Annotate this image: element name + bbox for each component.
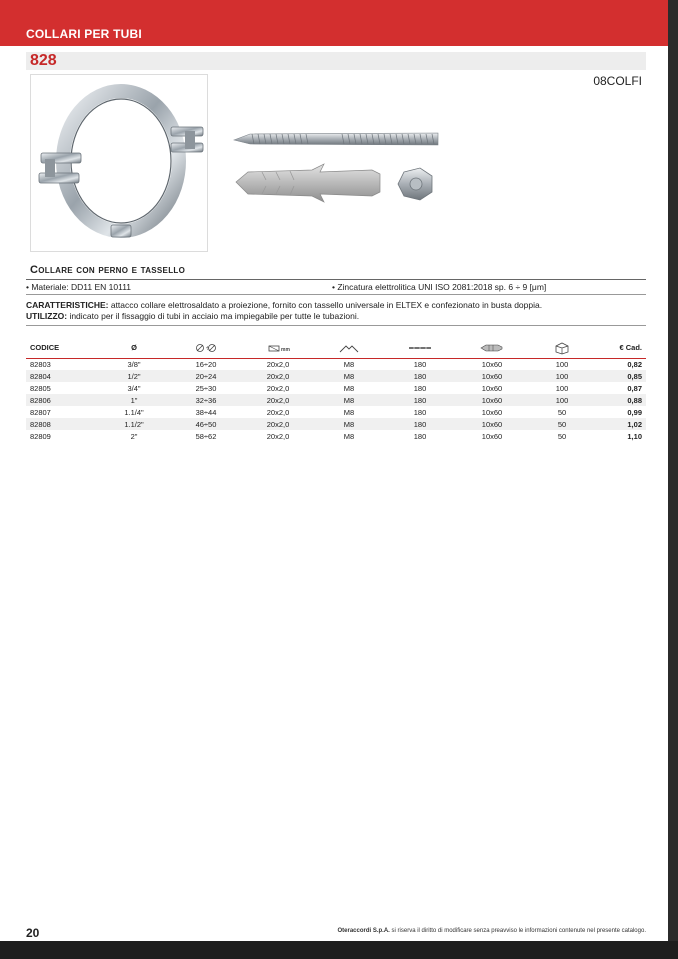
table-row <box>26 358 646 370</box>
col-codice: CODICE <box>26 338 98 358</box>
stud-dowel-nut-image <box>232 120 442 220</box>
cell-section: 20x2,0 <box>266 407 290 417</box>
page-edge <box>668 0 678 959</box>
cell-price: 0,85 <box>596 370 646 382</box>
cell-length: 180 <box>384 394 456 406</box>
cell-diameter: 3/8" <box>127 359 141 369</box>
cell-qty: 50 <box>528 418 596 430</box>
cell-dowel: 10x60 <box>456 394 528 406</box>
cell-diameter: 3/4" <box>127 383 141 393</box>
cell-codice: 82809 <box>30 431 51 441</box>
svg-text:mm: mm <box>281 346 290 353</box>
cell-dowel: 10x60 <box>481 383 503 393</box>
cell-range: 58÷62 <box>195 431 217 441</box>
cell-diameter: 1/2" <box>98 370 170 382</box>
pipe-clamp-image <box>31 75 207 251</box>
cell-codice: 82806 <box>26 394 98 406</box>
divider <box>26 325 646 326</box>
divider <box>26 279 646 280</box>
range-diameter-icon <box>170 338 242 358</box>
cell-codice: 82804 <box>26 370 98 382</box>
footer-disclaimer <box>338 928 647 934</box>
cell-range: 25÷30 <box>195 383 217 393</box>
accessory-image <box>232 120 442 220</box>
cell-length: 180 <box>413 383 427 393</box>
section-title: COLLARI PER TUBI <box>26 27 142 41</box>
cell-section: 20x2,0 <box>266 359 290 369</box>
cell-section: 20x2,0 <box>242 394 314 406</box>
cell-thread: M8 <box>343 359 355 369</box>
cell-qty: 50 <box>557 407 567 417</box>
cell-dowel: 10x60 <box>481 359 503 369</box>
cell-qty: 100 <box>555 383 569 393</box>
cell-thread: M8 <box>343 383 355 393</box>
cell-price: 1,10 <box>627 431 642 441</box>
cell-qty: 100 <box>555 359 569 369</box>
product-description <box>26 300 646 322</box>
cell-dowel: 10x60 <box>456 370 528 382</box>
table-row <box>26 406 646 418</box>
page-number: 20 <box>26 926 40 940</box>
table-row <box>26 430 646 442</box>
characteristics-line <box>26 300 646 311</box>
cell-diameter: 2" <box>130 431 138 441</box>
thread-icon <box>314 338 384 358</box>
table-row <box>26 382 646 394</box>
cell-range: 38÷44 <box>195 407 217 417</box>
cell-codice: 82807 <box>30 407 51 417</box>
product-table <box>26 338 646 442</box>
divider <box>26 294 646 295</box>
cell-price: 0,88 <box>596 394 646 406</box>
cell-range: 46÷50 <box>170 418 242 430</box>
table-row <box>26 394 646 406</box>
cell-dowel: 10x60 <box>481 407 503 417</box>
material-spec: • Materiale: DD11 EN 10111 <box>26 282 132 292</box>
cell-codice: 82808 <box>26 418 98 430</box>
product-title: Collare con perno e tassello <box>30 264 186 276</box>
usage-text: indicato per il fissaggio di tubi in acciaio ma impiegabile per tutte le tubazioni. <box>67 311 360 321</box>
cell-length: 180 <box>413 431 427 441</box>
cell-dowel: 10x60 <box>456 418 528 430</box>
product-code-bar <box>26 52 646 70</box>
col-diameter: Ø <box>98 338 170 358</box>
product-photo <box>30 74 208 252</box>
cell-codice: 82805 <box>30 383 51 393</box>
table-row <box>26 370 646 382</box>
cell-diameter: 1" <box>98 394 170 406</box>
characteristics-text: attacco collare elettrosaldato a proiezione, fornito con tassello universale in ELTEX e confezionato in busta doppia. <box>108 300 543 310</box>
cell-qty: 100 <box>528 370 596 382</box>
plating-spec: • Zincatura elettrolitica UNI ISO 2081:2018 sp. 6 ÷ 9 [μm] <box>332 282 547 292</box>
cell-section: 20x2,0 <box>242 418 314 430</box>
cell-range: 16÷20 <box>195 359 217 369</box>
usage-label: UTILIZZO: <box>26 311 68 321</box>
cell-length: 180 <box>384 418 456 430</box>
table-header-row <box>26 338 646 358</box>
table-row <box>26 418 646 430</box>
usage-line <box>26 311 646 322</box>
box-quantity-icon <box>528 338 596 358</box>
cell-price: 0,82 <box>627 359 642 369</box>
cell-dowel: 10x60 <box>481 431 503 441</box>
cell-price: 1,02 <box>596 418 646 430</box>
strap-section-icon <box>242 338 314 358</box>
svg-text:÷: ÷ <box>206 345 210 352</box>
cell-section: 20x2,0 <box>242 370 314 382</box>
bottom-bar <box>0 941 678 959</box>
cell-diameter: 1.1/4" <box>124 407 144 417</box>
company-name: Oteraccordi S.p.A. <box>337 928 390 934</box>
cell-range: 20÷24 <box>170 370 242 382</box>
cell-length: 180 <box>413 359 427 369</box>
cell-codice: 82803 <box>30 359 51 369</box>
disclaimer-text: si riserva il diritto di modificare senza preavviso le informazioni contenute nel presente catalogo. <box>389 928 646 934</box>
product-code: 828 <box>30 52 57 69</box>
catalog-code: 08COLFI <box>593 74 642 88</box>
cell-thread: M8 <box>314 418 384 430</box>
cell-thread: M8 <box>314 394 384 406</box>
cell-thread: M8 <box>314 370 384 382</box>
col-price: € Cad. <box>596 338 646 358</box>
dowel-icon <box>456 338 528 358</box>
cell-length: 180 <box>384 370 456 382</box>
cell-price: 0,99 <box>627 407 642 417</box>
characteristics-label: CARATTERISTICHE: <box>26 300 109 310</box>
rod-length-icon <box>384 338 456 358</box>
cell-price: 0,87 <box>627 383 642 393</box>
cell-section: 20x2,0 <box>266 431 290 441</box>
cell-section: 20x2,0 <box>266 383 290 393</box>
cell-range: 32÷36 <box>170 394 242 406</box>
cell-diameter: 1.1/2" <box>98 418 170 430</box>
cell-qty: 100 <box>528 394 596 406</box>
cell-qty: 50 <box>557 431 567 441</box>
cell-length: 180 <box>413 407 427 417</box>
cell-thread: M8 <box>343 407 355 417</box>
cell-thread: M8 <box>343 431 355 441</box>
